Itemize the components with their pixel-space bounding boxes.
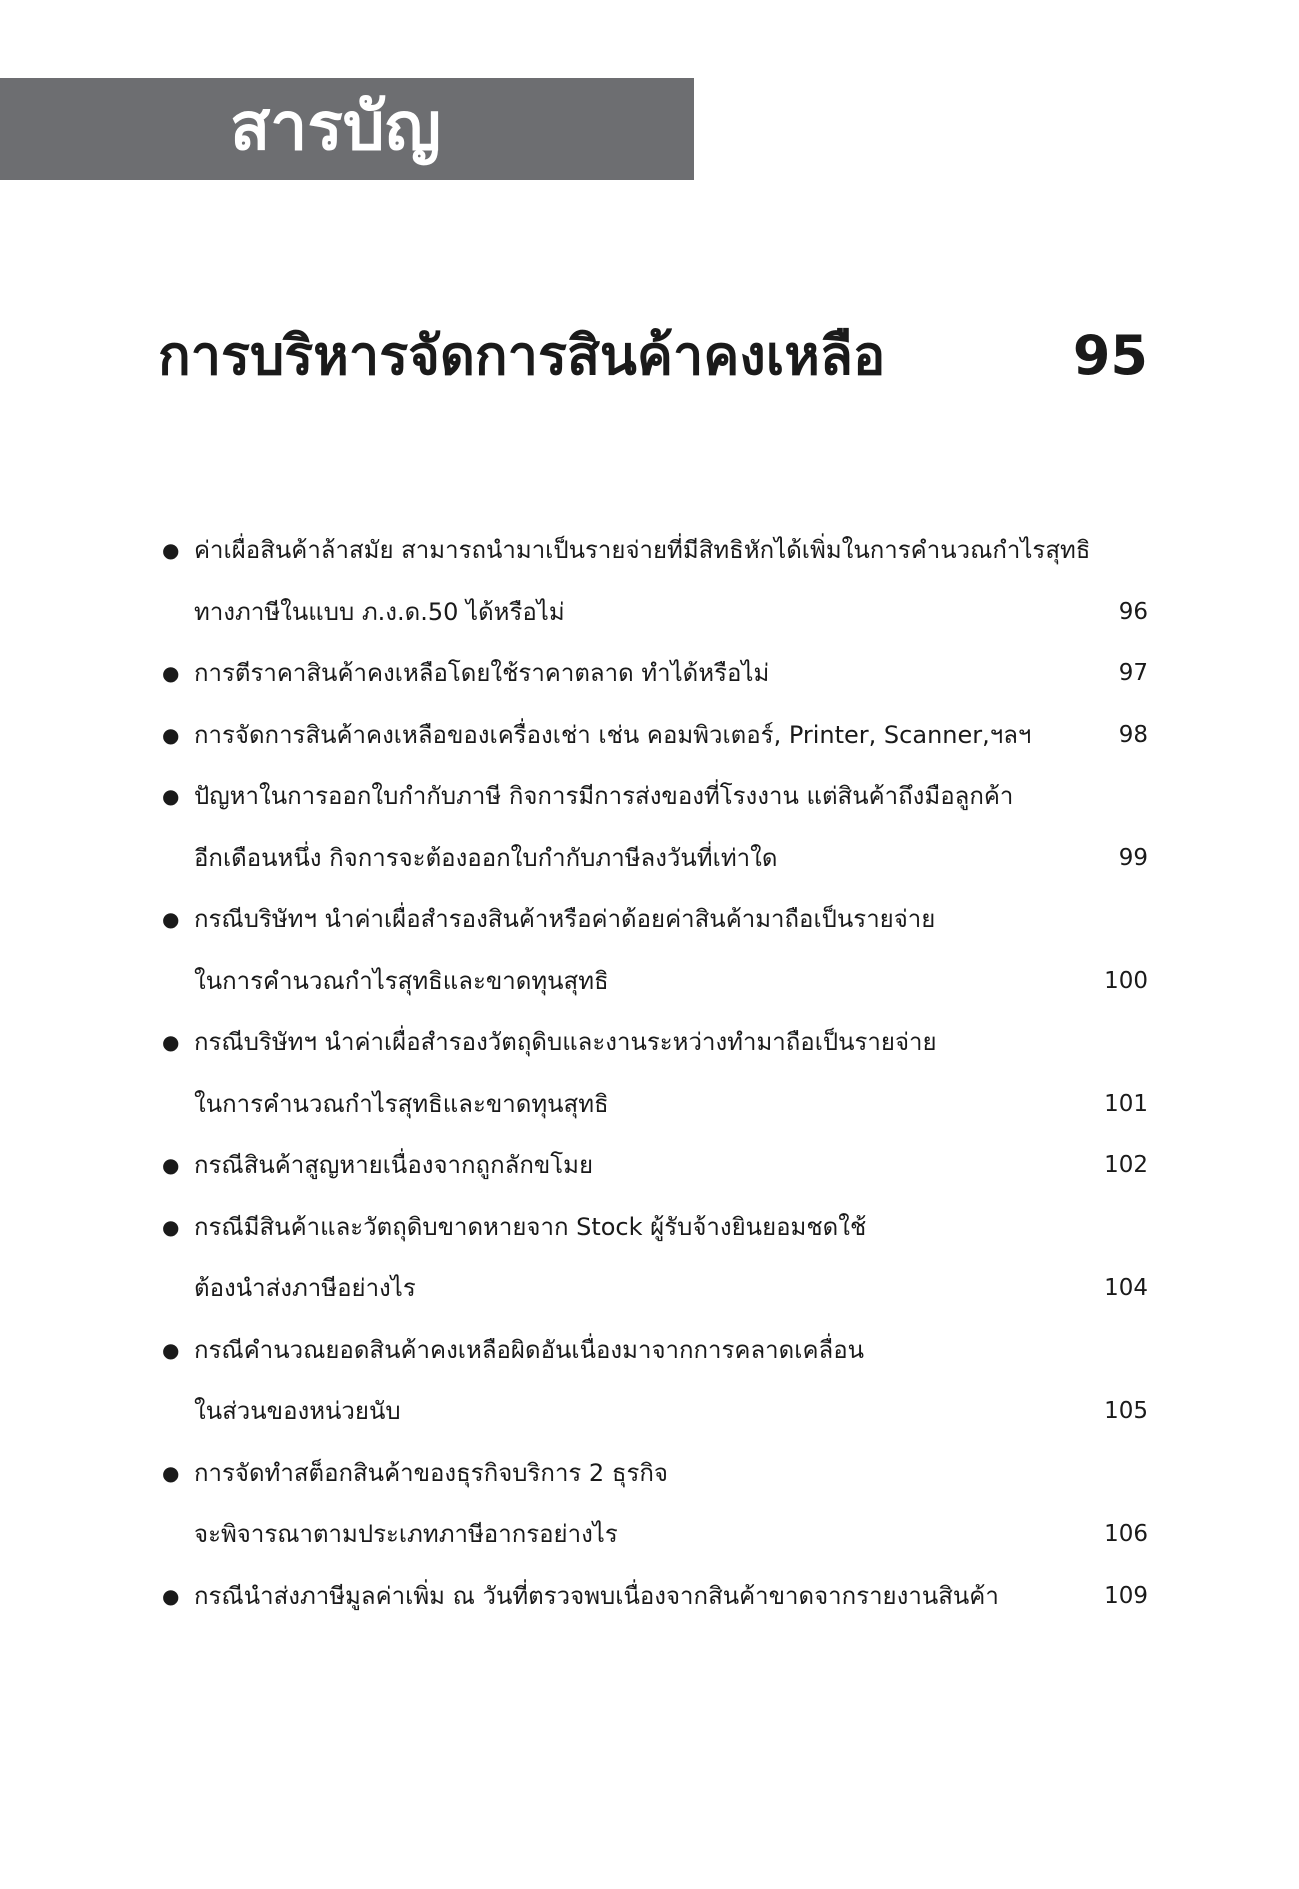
toc-entry-text: กรณีบริษัทฯ นำค่าเผื่อสำรองวัตถุดิบและงานระหว่างทำมาถือเป็นรายจ่าย — [194, 1028, 937, 1056]
toc-entry[interactable] — [158, 520, 1148, 643]
toc-entry-line — [158, 889, 1148, 951]
toc-entry[interactable] — [158, 643, 1148, 705]
bullet-icon: ● — [162, 907, 180, 931]
toc-page-number: 96 — [1118, 598, 1148, 625]
toc-page-number: 104 — [1104, 1275, 1148, 1301]
toc-entry[interactable] — [158, 1135, 1148, 1197]
toc-entry-text: ในการคำนวณกำไรสุทธิและขาดทุนสุทธิ — [194, 966, 609, 995]
toc-page-number: 100 — [1104, 967, 1148, 994]
toc-page-number: 105 — [1104, 1398, 1148, 1424]
toc-page-number: 97 — [1118, 660, 1148, 686]
toc-entry-line — [158, 1012, 1148, 1074]
toc-entry-line — [158, 1504, 1148, 1566]
chapter-title: การบริหารจัดการสินค้าคงเหลือ — [158, 324, 886, 387]
toc-entry-text: กรณีมีสินค้าและวัตถุดิบขาดหายจาก Stock ผู้รับจ้างยินยอมชดใช้ — [194, 1212, 867, 1241]
toc-entry-text: ต้องนำส่งภาษีอย่างไร — [194, 1274, 416, 1302]
toc-page-number: 109 — [1104, 1582, 1148, 1609]
toc-entry-line — [158, 1443, 1148, 1505]
toc-entry-text: กรณีบริษัทฯ นำค่าเผื่อสำรองสินค้าหรือค่าด้อยค่าสินค้ามาถือเป็นรายจ่าย — [194, 905, 936, 933]
bullet-icon: ● — [162, 661, 180, 685]
toc-entry[interactable] — [158, 1012, 1148, 1135]
bullet-icon: ● — [162, 1214, 180, 1239]
toc-entry-line — [158, 1381, 1148, 1443]
bullet-icon: ● — [162, 784, 180, 808]
toc-entry-line — [158, 705, 1148, 767]
bullet-icon: ● — [162, 1337, 180, 1362]
toc-entry-text: การจัดการสินค้าคงเหลือของเครื่องเช่า เช่น คอมพิวเตอร์, Printer, Scanner,ฯลฯ — [194, 720, 1032, 749]
toc-entry-line — [158, 951, 1148, 1013]
toc-entry-line — [158, 643, 1148, 705]
bullet-icon: ● — [162, 722, 180, 747]
chapter-heading — [158, 316, 1148, 396]
toc-entry[interactable] — [158, 766, 1148, 889]
toc-entry[interactable] — [158, 889, 1148, 1012]
toc-entry-text: อีกเดือนหนึ่ง กิจการจะต้องออกใบกำกับภาษีลงวันที่เท่าใด — [194, 843, 778, 872]
toc-entry-line — [158, 1320, 1148, 1382]
chapter-page-number: 95 — [1072, 324, 1148, 387]
toc-entry-line — [158, 766, 1148, 828]
bullet-icon: ● — [162, 1153, 180, 1177]
toc-list — [158, 520, 1148, 1627]
toc-page-number: 102 — [1104, 1152, 1148, 1178]
toc-entry-line — [158, 1258, 1148, 1320]
toc-entry-line — [158, 520, 1148, 582]
toc-entry-line — [158, 1074, 1148, 1136]
toc-entry[interactable] — [158, 1320, 1148, 1443]
toc-page-number: 99 — [1118, 844, 1148, 871]
toc-entry-line — [158, 582, 1148, 644]
bullet-icon: ● — [162, 1583, 180, 1608]
toc-entry[interactable] — [158, 1566, 1148, 1628]
bullet-icon: ● — [162, 1030, 180, 1054]
toc-entry-text: ในการคำนวณกำไรสุทธิและขาดทุนสุทธิ — [194, 1089, 609, 1118]
toc-page-number: 98 — [1118, 721, 1148, 748]
bullet-icon: ● — [162, 538, 180, 562]
toc-entry-line — [158, 1197, 1148, 1259]
toc-entry-text: การตีราคาสินค้าคงเหลือโดยใช้ราคาตลาด ทำได้หรือไม่ — [194, 659, 770, 687]
toc-entry-text: ปัญหาในการออกใบกำกับภาษี กิจการมีการส่งของที่โรงงาน แต่สินค้าถึงมือลูกค้า — [194, 782, 1014, 810]
toc-entry[interactable] — [158, 1197, 1148, 1320]
toc-entry-line — [158, 828, 1148, 890]
toc-entry-line — [158, 1135, 1148, 1197]
toc-entry-line — [158, 1566, 1148, 1628]
toc-entry-text: ค่าเผื่อสินค้าล้าสมัย สามารถนำมาเป็นรายจ่ายที่มีสิทธิหักได้เพิ่มในการคำนวณกำไรสุทธิ — [194, 536, 1091, 564]
toc-page-number: 101 — [1104, 1090, 1148, 1117]
toc-entry-text: จะพิจารณาตามประเภทภาษีอากรอย่างไร — [194, 1520, 618, 1548]
toc-entry[interactable] — [158, 1443, 1148, 1566]
page-title: สารบัญ — [230, 88, 441, 165]
toc-entry-text: กรณีคำนวณยอดสินค้าคงเหลือผิดอันเนื่องมาจากการคลาดเคลื่อน — [194, 1335, 865, 1364]
toc-entry[interactable] — [158, 705, 1148, 767]
toc-page-number: 106 — [1104, 1521, 1148, 1547]
bullet-icon: ● — [162, 1460, 180, 1485]
header-bar — [0, 78, 694, 180]
toc-entry-text: กรณีนำส่งภาษีมูลค่าเพิ่ม ณ วันที่ตรวจพบเนื่องจากสินค้าขาดจากรายงานสินค้า — [194, 1581, 999, 1610]
toc-entry-text: การจัดทำสต็อกสินค้าของธุรกิจบริการ 2 ธุรกิจ — [194, 1458, 668, 1487]
toc-entry-text: ในส่วนของหน่วยนับ — [194, 1397, 401, 1425]
toc-entry-text: กรณีสินค้าสูญหายเนื่องจากถูกลักขโมย — [194, 1151, 594, 1179]
toc-entry-text: ทางภาษีในแบบ ภ.ง.ด.50 ได้หรือไม่ — [194, 597, 565, 626]
